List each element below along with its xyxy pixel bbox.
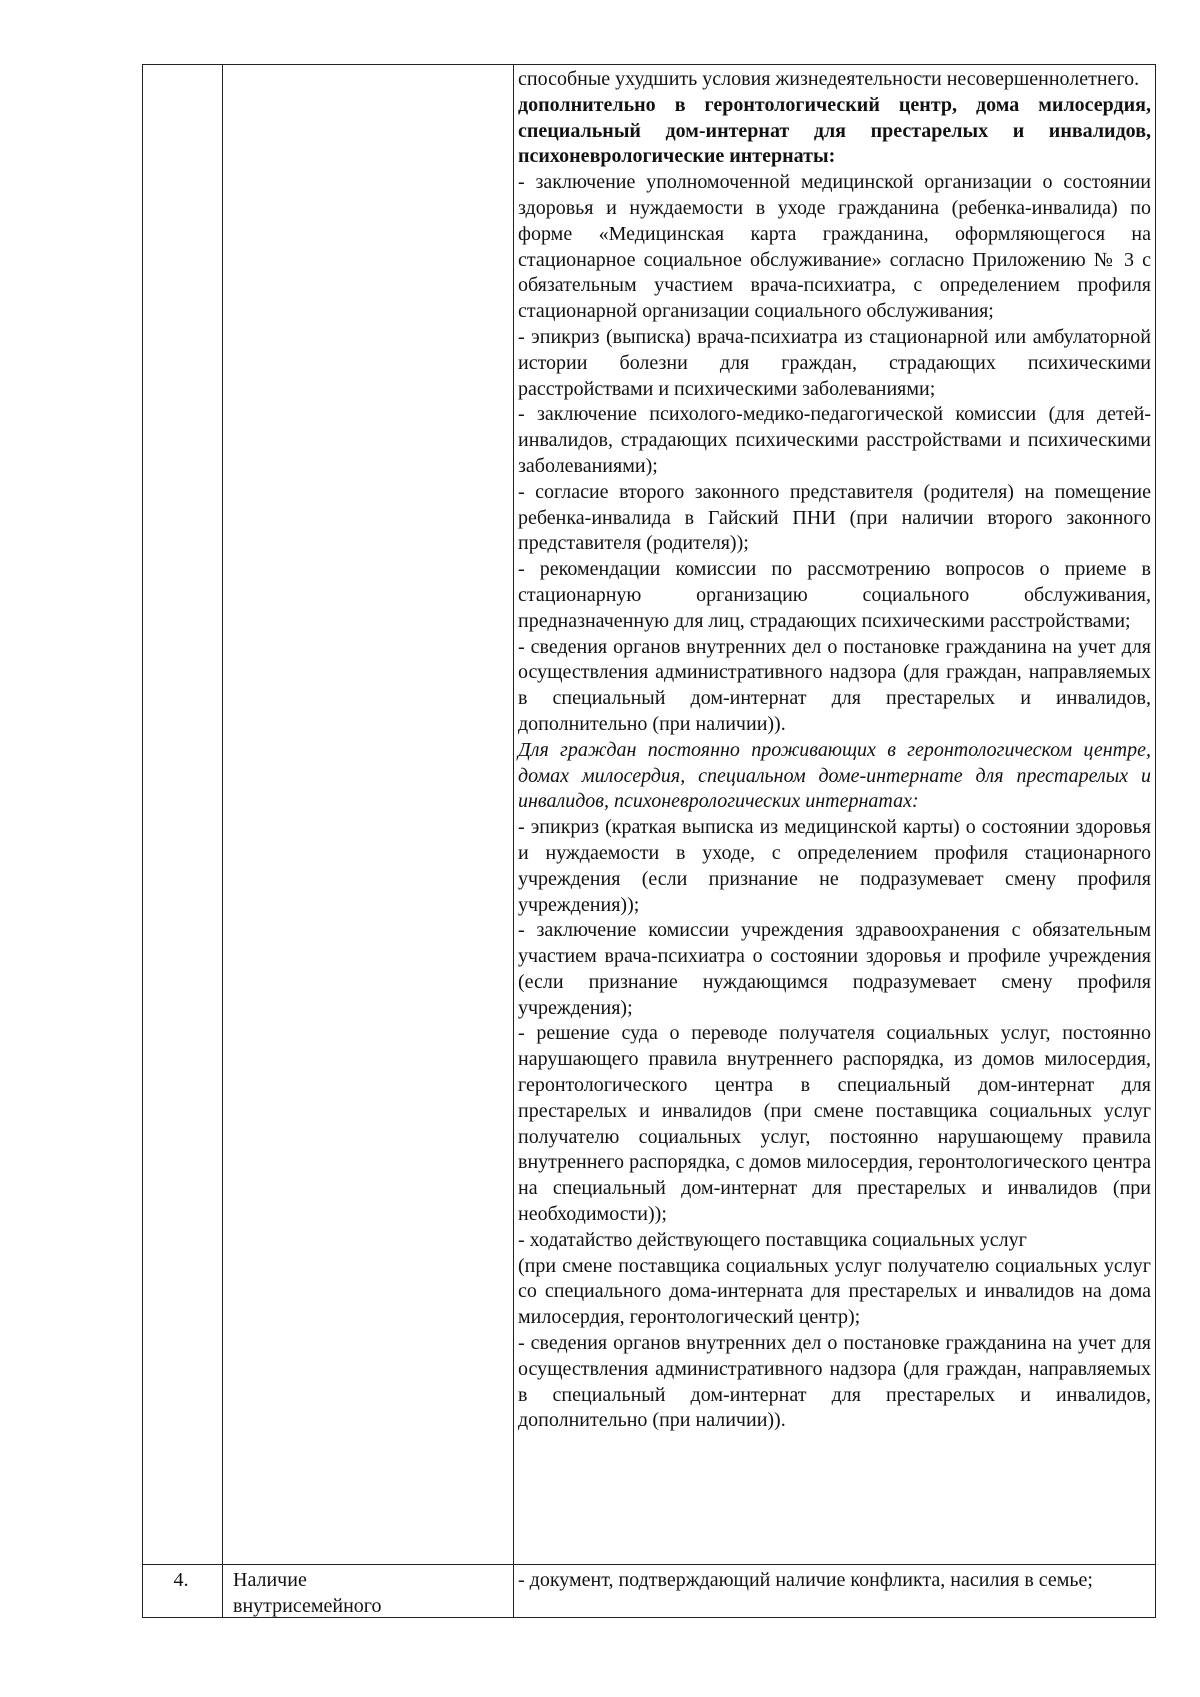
criterion-line: внутрисемейного bbox=[233, 1595, 382, 1617]
document-requirement: - согласие второго законного представителя (родителя) на помещение ребенка-инвалида в Гайский ПНИ (при наличии второго законного представителя (родителя)); bbox=[518, 480, 1151, 555]
document-requirement: - документ, подтверждающий наличие конфликта, насилия в семье; bbox=[518, 1569, 1093, 1591]
table-right-border bbox=[1155, 64, 1156, 1618]
document-requirement: - эпикриз (краткая выписка из медицинской карты) о состоянии здоровья и нуждаемости в уходе, с определением профиля стационарного учреждения (если признание не подразумевает смену профиля учреждения)); bbox=[518, 816, 1151, 916]
document-requirement: - рекомендации комиссии по рассмотрению вопросов о приеме в стационарную организацию социального обслуживания, предназначенную для лиц, страдающих психическими расстройствами; bbox=[518, 558, 1151, 632]
document-requirement: Для граждан постоянно проживающих в геронтологическом центре, домах милосердия, специальном доме-интернате для престарелых и инвалидов, психоневрологических интернатах: bbox=[518, 738, 1151, 813]
column-divider-1 bbox=[222, 64, 223, 1618]
row-divider bbox=[142, 1564, 1156, 1565]
document-requirement: (при смене поставщика социальных услуг получателю социальных услуг со специального дома-интерната для престарелых и инвалидов на дома милосердия, геронтологический центр); bbox=[518, 1254, 1151, 1329]
column-divider-2 bbox=[513, 64, 514, 1618]
document-requirement: - заключение комиссии учреждения здравоохранения с обязательным участием врача-психиатра о состоянии здоровья и профиле учреждения (если признание нуждающимся подразумевает смену профиля учреждения); bbox=[518, 919, 1151, 1019]
document-requirement: - решение суда о переводе получателя социальных услуг, постоянно нарушающего правила внутреннего распорядка, из домов милосердия, геронтологического центра в специальный дом-интернат для престарелых и инвалидов (при смене поставщика социальных услуг получателю социальных услуг, постоянно нарушающему правила внутреннего распорядка, с домов милосердия, геронтологического центра на специальный дом-интернат для престарелых и инвалидов (при необходимости)); bbox=[518, 1022, 1151, 1226]
document-requirement: - сведения органов внутренних дел о постановке гражданина на учет для осуществления административного надзора (для граждан, направляемых в специальный дом-интернат для престарелых и инвалидов, дополнительно (при наличии)). bbox=[518, 1332, 1151, 1432]
row-number: 4. bbox=[173, 1569, 189, 1591]
document-requirement: дополнительно в геронтологический центр, дома милосердия, специальный дом-интернат для престарелых и инвалидов, психоневрологические интернаты: bbox=[518, 93, 1151, 168]
table-left-border bbox=[142, 64, 143, 1618]
document-requirement: - сведения органов внутренних дел о постановке гражданина на учет для осуществления административного надзора (для граждан, направляемых в специальный дом-интернат для престарелых и инвалидов, дополнительно (при наличии)). bbox=[518, 635, 1151, 735]
document-requirement: - эпикриз (выписка) врача-психиатра из стационарной или амбулаторной истории болезни для граждан, страдающих психическими расстройствами и психическими заболеваниями; bbox=[518, 325, 1151, 400]
document-requirement: - заключение психолого-медико-педагогической комиссии (для детей-инвалидов, страдающих психическими расстройствами и психическими заболеваниями); bbox=[518, 403, 1151, 477]
document-requirement: - заключение уполномоченной медицинской организации о состоянии здоровья и нуждаемости в уходе гражданина (ребенка-инвалида) по форме «Медицинская карта гражданина, оформляющегося на стационарное социальное обслуживание» согласно Приложению № 3 с обязательным участием врача-психиатра, с определением профиля стационарной организации социального обслуживания; bbox=[518, 171, 1151, 323]
document-requirement: - ходатайство действующего поставщика социальных услуг bbox=[518, 1228, 1027, 1251]
criterion-cell bbox=[233, 1567, 503, 1619]
document-requirement: способные ухудшить условия жизнедеятельности несовершеннолетнего. bbox=[518, 68, 1140, 90]
table-top-border bbox=[142, 64, 1156, 65]
row4-documents-cell bbox=[518, 1567, 1151, 1593]
criterion-line: Наличие bbox=[233, 1569, 307, 1591]
documents-continuation-cell bbox=[518, 67, 1151, 1434]
